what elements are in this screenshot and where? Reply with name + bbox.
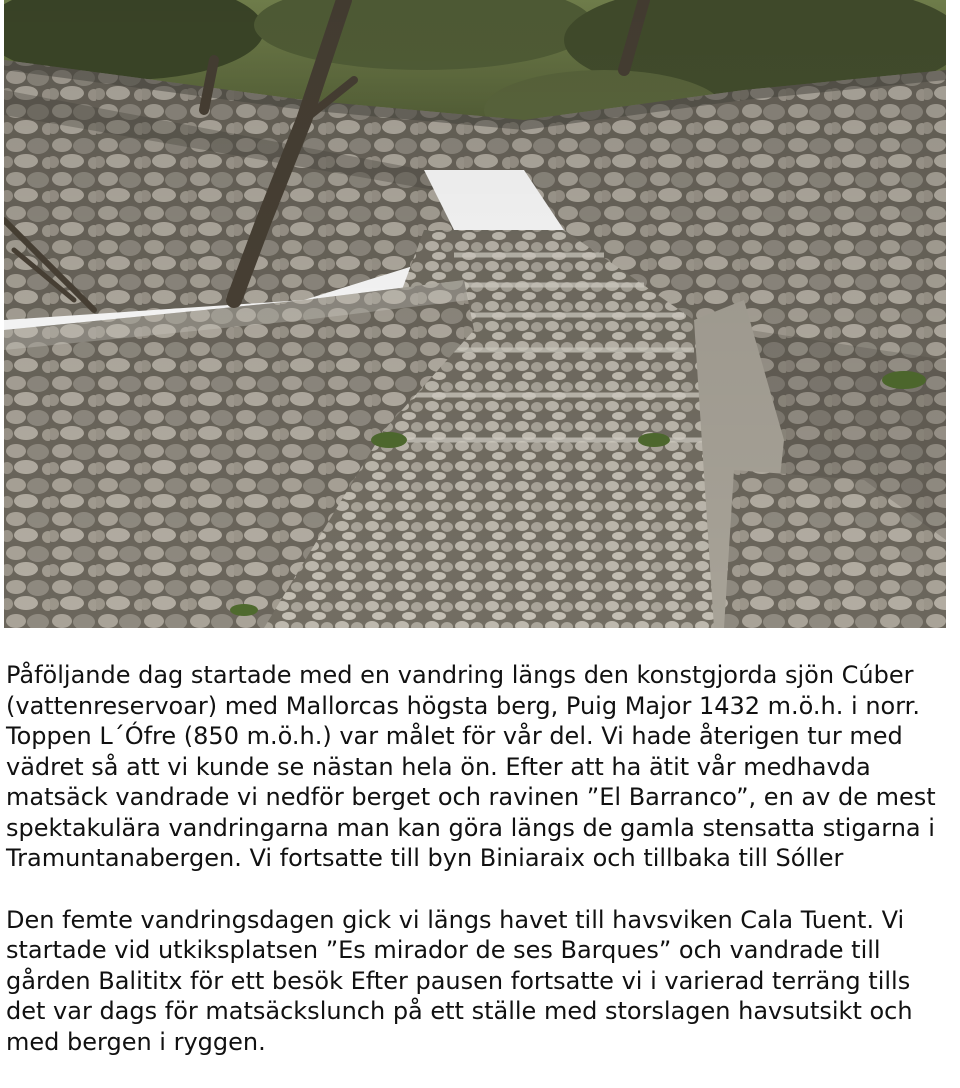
cobblestone-stairway-photo-icon xyxy=(4,0,946,628)
paragraph-day-four: Påföljande dag startade med en vandring längs den konstgjorda sjön Cúber (vattenreservoar) med Mallorcas högsta berg, Puig Major 1432 m.ö.h. i norr. Toppen L´Ófre (850 m.ö.h.) var målet för vår del. Vi hade återigen tur med vädret så att vi kunde se nästan hela ön. Efter att ha ätit vår medhavda matsäck vandrade vi nedför berget och ravinen ”El Barranco”, en av de mest spektakulära vandringarna man kan göra längs de gamla stensatta stigarna i Tramuntanabergen. Vi fortsatte till byn Biniaraix och tillbaka till Sóller xyxy=(6,661,936,872)
article-text xyxy=(6,660,951,1057)
paragraph-day-five: Den femte vandringsdagen gick vi längs havet till havsviken Cala Tuent. Vi startade vid utkiksplatsen ”Es mirador de ses Barques” och vandrade till gården Balititx för ett besök Efter pausen fortsatte vi i varierad terräng tills det var dags för matsäckslunch på ett ställe med storslagen havsutsikt och med bergen i ryggen. xyxy=(6,905,913,1056)
stone-stairway-photo xyxy=(4,0,946,628)
